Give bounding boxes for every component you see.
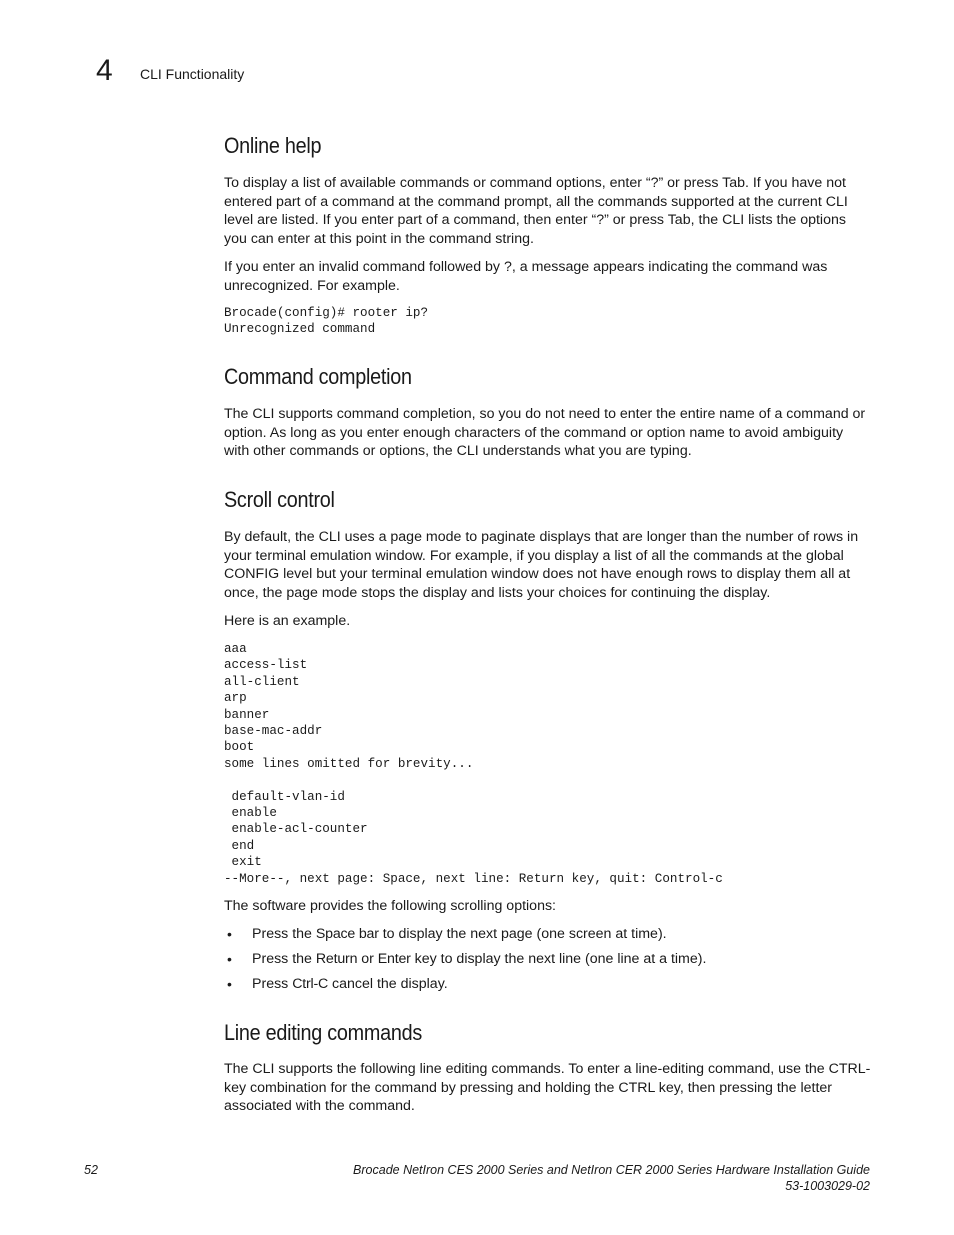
- scroll-control-paragraph-2: [224, 612, 872, 631]
- command-completion-paragraph: [224, 405, 872, 461]
- section-scroll-control: [224, 487, 872, 513]
- chapter-title: CLI Functionality: [140, 66, 245, 82]
- paragraph: To display a list of available commands or command options, enter “?” or press Tab. If you have not entered part of a command at the command prompt, all the commands supported at the current CLI level are listed. If you enter part of a command, then enter “?” or press Tab, the CLI lists the options you can enter at this point in the command string.: [224, 175, 848, 247]
- list-item: • Press Ctrl-C cancel the display.: [227, 975, 448, 992]
- section-heading: Line editing commands: [224, 1020, 422, 1045]
- section-heading: Online help: [224, 133, 322, 158]
- code-block: aaa access-list all-client arp banner base-mac-addr boot some lines omitted for brevity... default-vlan-id enable enable-acl-counter end exit --More--, next page: Space, next line: Return key, quit: Control-c: [224, 642, 723, 886]
- online-help-paragraph-2: [224, 258, 872, 295]
- section-heading: Scroll control: [224, 487, 335, 512]
- scroll-control-paragraph-3: [224, 897, 872, 916]
- scroll-control-code-block: [224, 641, 872, 887]
- bullet-icon: •: [227, 975, 232, 992]
- footer-doc-title: Brocade NetIron CES 2000 Series and NetIron CER 2000 Series Hardware Installation Guide: [353, 1163, 870, 1177]
- footer-doc-number: 53-1003029-02: [785, 1179, 870, 1193]
- online-help-paragraph-1: [224, 174, 872, 248]
- line-editing-paragraph: [224, 1060, 872, 1116]
- paragraph: The software provides the following scrolling options:: [224, 898, 556, 914]
- scroll-control-paragraph-1: [224, 528, 872, 602]
- section-line-editing: [224, 1020, 872, 1046]
- online-help-code-block: [224, 305, 872, 338]
- code-block: Brocade(config)# rooter ip? Unrecognized command: [224, 306, 429, 337]
- section-online-help: [224, 133, 872, 159]
- list-item: • Press the Space bar to display the next page (one screen at time).: [227, 926, 667, 942]
- section-command-completion: [224, 364, 872, 390]
- paragraph: If you enter an invalid command followed by ?, a message appears indicating the command was unrecognized. For example.: [224, 259, 828, 294]
- section-heading: Command completion: [224, 364, 412, 389]
- bullet-icon: •: [227, 926, 232, 942]
- paragraph: Here is an example.: [224, 613, 351, 629]
- bullet-icon: •: [227, 950, 232, 967]
- paragraph: By default, the CLI uses a page mode to paginate displays that are longer than the number of rows in your terminal emulation window. For example, if you display a list of all the commands at the global CONFIG level but your terminal emulation window does not have enough rows to display them all at once, the page mode stops the display and lists your choices for continuing the display.: [224, 529, 859, 601]
- paragraph: The CLI supports command completion, so you do not need to enter the entire name of a command or option. As long as you enter enough characters of the command or option name to avoid ambiguity with other commands or options, the CLI understands what you are typing.: [224, 406, 866, 460]
- key-name: Return: [315, 950, 358, 967]
- scrolling-options-list: [224, 925, 872, 1000]
- key-name: Space bar: [315, 926, 379, 942]
- paragraph: The CLI supports the following line editing commands. To enter a line-editing command, use the CTRL-key combination for the command by pressing and holding the CTRL key, then pressing the letter associated with the command.: [224, 1061, 871, 1115]
- key-name: Enter: [377, 950, 411, 967]
- list-item: • Press the Return or Enter key to display the next line (one line at a time).: [227, 950, 707, 967]
- page-number: 52: [84, 1163, 98, 1177]
- chapter-number: 4: [96, 54, 113, 87]
- key-name: Ctrl-C: [292, 975, 329, 992]
